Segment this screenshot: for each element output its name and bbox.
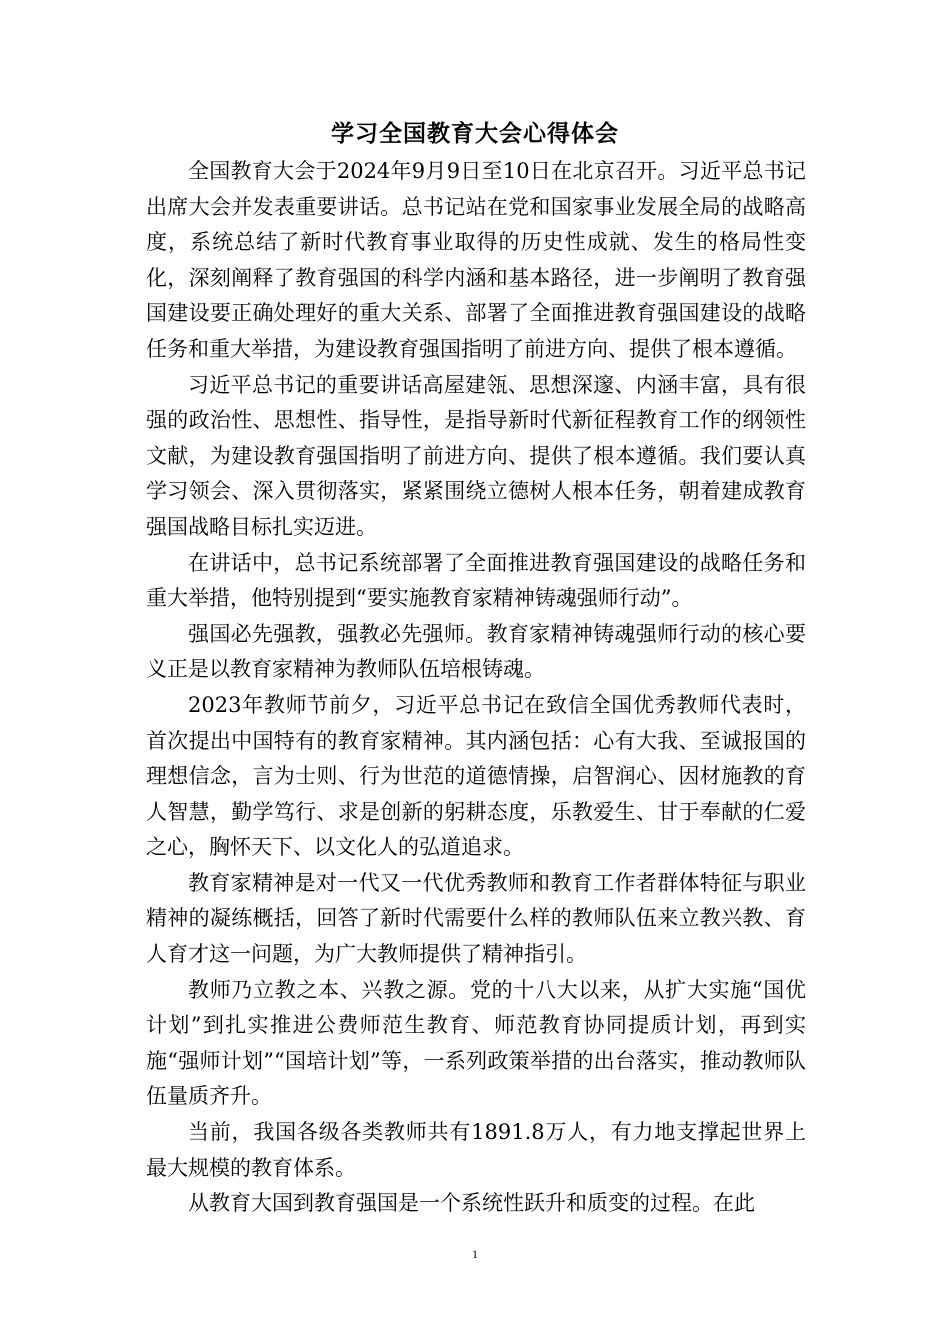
paragraph: 当前，我国各级各类教师共有1891.8万人，有力地支撑起世界上最大规模的教育体系。	[146, 1120, 806, 1180]
paragraph: 在讲话中，总书记系统部署了全面推进教育强国建设的战略任务和重大举措，他特别提到“要实施教育家精神铸魂强师行动”。	[146, 550, 806, 611]
document-title: 学习全国教育大会心得体会	[331, 120, 619, 147]
paragraph: 从教育大国到教育强国是一个系统性跃升和质变的过程。在此	[188, 1191, 755, 1216]
paragraph: 全国教育大会于2024年9月9日至10日在北京召开。习近平总书记出席大会并发表重要讲话。总书记站在党和国家事业发展全局的战略高度，系统总结了新时代教育事业取得的历史性成就、发生的格局性变化，深刻阐释了教育强国的科学内涵和基本路径，进一步阐明了教育强国建设要正确处理好的重大关系、部署了全面推进教育强国建设的战略任务和重大举措，为建设教育强国指明了前进方向、提供了根本遵循。	[146, 159, 806, 361]
paragraph: 习近平总书记的重要讲话高屋建瓴、思想深邃、内涵丰富，具有很强的政治性、思想性、指导性，是指导新时代新征程教育工作的纲领性文献，为建设教育强国指明了前进方向、提供了根本遵循。我们要认真学习领会、深入贯彻落实，紧紧围绕立德树人根本任务，朝着建成教育强国战略目标扎实迈进。	[146, 372, 806, 539]
paragraph: 教育家精神是对一代又一代优秀教师和教育工作者群体特征与职业精神的凝练概括，回答了新时代需要什么样的教师队伍来立教兴教、育人育才这一问题，为广大教师提供了精神指引。	[146, 870, 806, 967]
paragraph: 2023年教师节前夕，习近平总书记在致信全国优秀教师代表时，首次提出中国特有的教育家精神。其内涵包括：心有大我、至诚报国的理想信念，言为士则、行为世范的道德情操，启智润心、因材施教的育人智慧，勤学笃行、求是创新的躬耕态度，乐教爱生、甘于奉献的仁爱之心，胸怀天下、以文化人的弘道追求。	[146, 692, 806, 860]
page-number: 1	[472, 1247, 478, 1261]
paragraph: 教师乃立教之本、兴教之源。党的十八大以来，从扩大实施“国优计划”到扎实推进公费师范生教育、师范教育协同提质计划，再到实施“强师计划”“国培计划”等，一系列政策举措的出台落实，推动教师队伍量质齐升。	[146, 977, 806, 1109]
document-body	[146, 154, 806, 1222]
paragraph: 强国必先强教，强教必先强师。教育家精神铸魂强师行动的核心要义正是以教育家精神为教师队伍培根铸魂。	[146, 621, 806, 682]
